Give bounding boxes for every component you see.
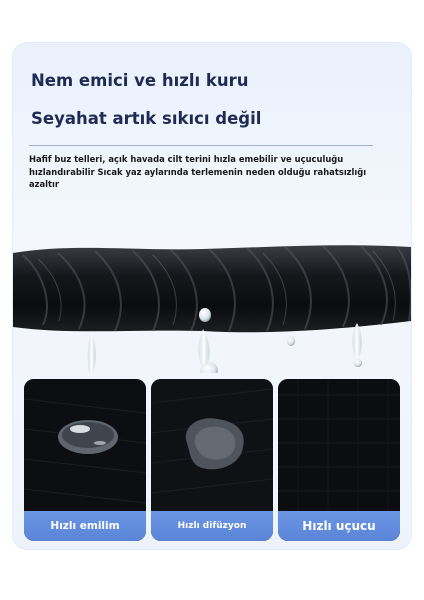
dry-fabric-icon [278,379,400,513]
water-spread-icon [151,379,273,513]
feature-card-absorb [24,379,146,541]
headline-line-1: Nem emici ve hızlı kuru [31,71,249,90]
headline-line-2: Seyahat artık sıkıcı değil [31,109,262,128]
feature-label-absorb: Hızlı emilim [24,511,146,541]
product-panel [13,43,411,549]
rope-illustration [13,203,411,373]
feature-label-evaporate: Hızlı uçucu [278,511,400,541]
description-text: Hafif buz telleri, açık havada cilt terini hızla emebilir ve uçuculuğu hızlandırabilir Sıcak yaz aylarında terlemenin neden olduğu rahatsızlığı azaltır [29,154,367,189]
feature-card-diffusion [151,379,273,541]
twisted-fabric-rope-image [13,203,411,373]
divider [29,145,373,146]
water-bead-icon [24,379,146,513]
feature-cards [24,379,400,541]
feature-label-diffusion: Hızlı difüzyon [151,511,273,541]
feature-card-evaporate [278,379,400,541]
